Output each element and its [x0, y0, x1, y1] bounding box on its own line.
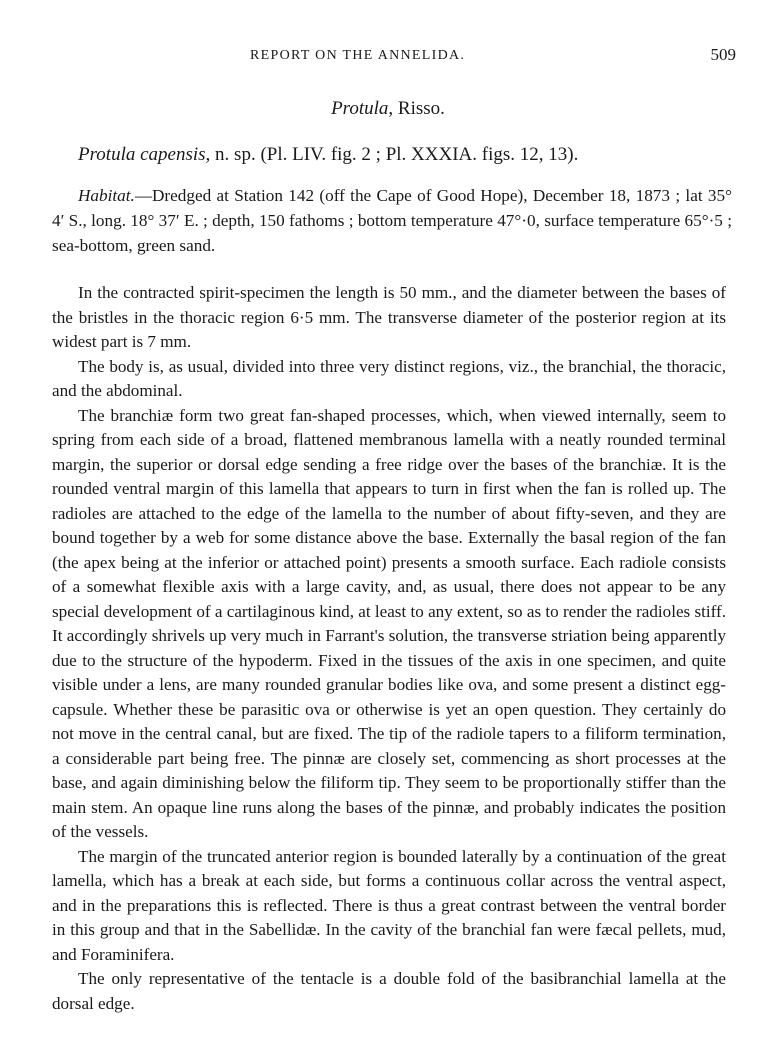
genus-heading [0, 98, 776, 120]
page-number: 509 [710, 45, 736, 64]
running-head: REPORT ON THE ANNELIDA. [250, 48, 466, 63]
genus-author: , Risso. [388, 98, 445, 119]
habitat-paragraph [52, 183, 732, 258]
species-heading [78, 144, 578, 166]
paragraph-dimensions: In the contracted spirit-specimen the length is 50 mm., and the diameter between the bases of the bristles in the thoracic region 6·5 mm. The transverse diameter of the posterior region at its widest part is 7 mm. [52, 283, 726, 351]
species-name: Protula capensis [78, 144, 206, 165]
habitat-text: —Dredged at Station 142 (off the Cape of Good Hope), December 18, 1873 ; lat 35° 4′ S., long. 18° 37′ E. ; depth, 150 fathoms ; bottom temperature 47°·0, surface temperature 65°·5 ; sea-bottom, green sand. [52, 186, 732, 255]
paragraph-branchiae: The branchiæ form two great fan-shaped processes, which, when viewed internally, seem to spring from each side of a broad, flattened membranous lamella with a neatly rounded terminal margin, the superior or dorsal edge sending a free ridge over the bases of the branchiæ. It is the rounded ventral margin of this lamella that appears to turn in first when the fan is rolled up. The radioles are attached to the edge of the lamella to the number of about fifty-seven, and they are bound together by a web for some distance above the base. Externally the basal region of the fan (the apex being at the inferior or attached point) presents a smooth surface. Each radiole consists of a somewhat flexible axis with a large cavity, and, as usual, there does not appear to be any special development of a cartilaginous kind, at least to any extent, so as to render the radioles stiff. It accordingly shrivels up very much in Farrant's solution, the transverse striation being apparently due to the structure of the hypoderm. Fixed in the tissues of the axis in one specimen, and quite visible under a lens, are many rounded granular bodies like ova, and some present a distinct egg-capsule. Whether these be parasitic ova or otherwise is yet an open question. They certainly do not move in the central canal, but are fixed. The tip of the radiole tapers to a filiform termination, a considerable part being free. The pinnæ are closely set, commencing as short processes at the base, and again diminishing below the filiform tip. They seem to be proportionally stiffer than the main stem. An opaque line runs along the bases of the pinnæ, and probably indicates the position of the vessels. [52, 405, 726, 841]
species-reference: , n. sp. (Pl. LIV. fig. 2 ; Pl. XXXIA. figs. 12, 13). [205, 144, 579, 165]
paragraph-margin: The margin of the truncated anterior region is bounded laterally by a continuation of the great lamella, which has a break at each side, but forms a continuous collar across the ventral aspect, and in the preparations this is reflected. There is thus a great contrast between the ventral border in this group and that in the Sabellidæ. In the cavity of the branchial fan were fæcal pellets, mud, and Foraminifera. [52, 846, 726, 964]
habitat-label: Habitat. [78, 186, 135, 205]
paragraph-tentacle: The only representative of the tentacle is a double fold of the basibranchial lamella at the dorsal edge. [52, 969, 726, 1013]
genus-name: Protula [331, 98, 389, 119]
body-text [52, 281, 726, 1016]
paragraph-regions: The body is, as usual, divided into three very distinct regions, viz., the branchial, the thoracic, and the abdominal. [52, 356, 726, 400]
